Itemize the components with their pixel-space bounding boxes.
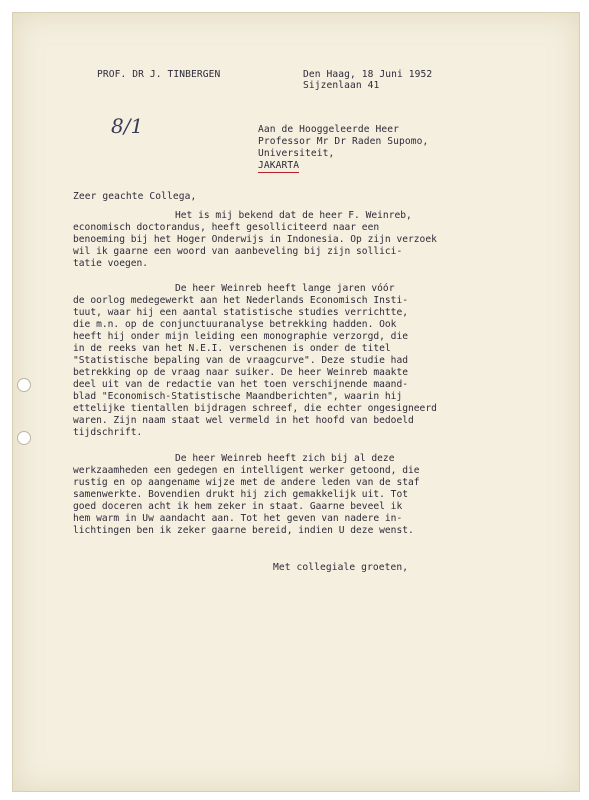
paragraph-line: economisch doctorandus, heeft gesolliciteerd naar een [73,222,380,233]
recipient-line-2: Professor Mr Dr Raden Supomo, [258,136,429,147]
paragraph-line: die m.n. op de conjunctuuranalyse betrekking hadden. Ook [73,319,397,330]
paragraph-line: betrekking op de vraag naar suiker. De heer Weinreb maakte [73,367,409,378]
paragraph-line: ettelijke tientallen bijdragen schreef, die echter ongesigneerd [73,403,437,414]
paragraph-line: tijdschrift. [73,427,143,438]
recipient-city: JAKARTA [258,160,300,171]
punch-hole-top [17,378,31,392]
closing: Met collegiale groeten, [273,562,409,573]
paragraph-line: rustig en op aangename wijze met de andere leden van de staf [73,477,420,488]
sender-name: PROF. DR J. TINBERGEN [97,69,221,80]
sender-address: Sijzenlaan 41 [303,80,380,91]
paragraph-line: samenwerkte. Bovendien drukt hij zich gemakkelijk uit. Tot [73,489,409,500]
recipient-line-1: Aan de Hooggeleerde Heer [258,124,400,135]
paragraph-line: tuut, waar hij een aantal statistische studies verrichtte, [73,307,409,318]
paragraph-line: tatie voegen. [73,258,149,269]
paragraph-line: goed doceren acht ik hem zeker in staat. Gaarne beveel ik [73,501,403,512]
punch-hole-bottom [17,431,31,445]
handwritten-file-note: 8/1 [111,114,144,138]
salutation: Zeer geachte Collega, [73,191,197,202]
paragraph-line: werkzaamheden een gedegen en intelligent werker getoond, die [73,465,420,476]
paragraph-line: de oorlog medegewerkt aan het Nederlands Economisch Insti- [73,295,409,306]
paragraph-line: De heer Weinreb heeft zich bij al deze [175,453,395,464]
paragraph-line: hem warm in Uw aandacht aan. Tot het geven van nadere in- [73,513,403,524]
paragraph-line: blad "Economisch-Statistische Maandberichten", waarin hij [73,391,403,402]
paragraph-line: benoeming bij het Hoger Onderwijs in Indonesia. Op zijn verzoek [73,234,437,245]
recipient-line-4 [258,160,299,173]
place-date: Den Haag, 18 Juni 1952 [303,69,433,80]
paragraph-line: Het is mij bekend dat de heer F. Weinreb, [175,210,412,221]
paragraph-line: heeft hij onder mijn leiding een monographie verzorgd, die [73,331,409,342]
paragraph-line: De heer Weinreb heeft lange jaren vóór [175,283,395,294]
paragraph-line: deel uit van de redactie van het toen verschijnende maand- [73,379,409,390]
recipient-line-3: Universiteit, [258,148,335,159]
paragraph-line: wil ik gaarne een woord van aanbeveling bij zijn sollici- [73,246,403,257]
paragraph-line: lichtingen ben ik zeker gaarne bereid, indien U deze wenst. [73,525,414,536]
paragraph-line: "Statistische bepaling van de vraagcurve". Deze studie had [73,355,409,366]
letter-page [12,12,580,792]
paragraph-line: waren. Zijn naam staat wel vermeld in het hoofd van bedoeld [73,415,414,426]
paragraph-line: in de reeks van het N.E.I. verschenen is onder de titel [73,343,391,354]
